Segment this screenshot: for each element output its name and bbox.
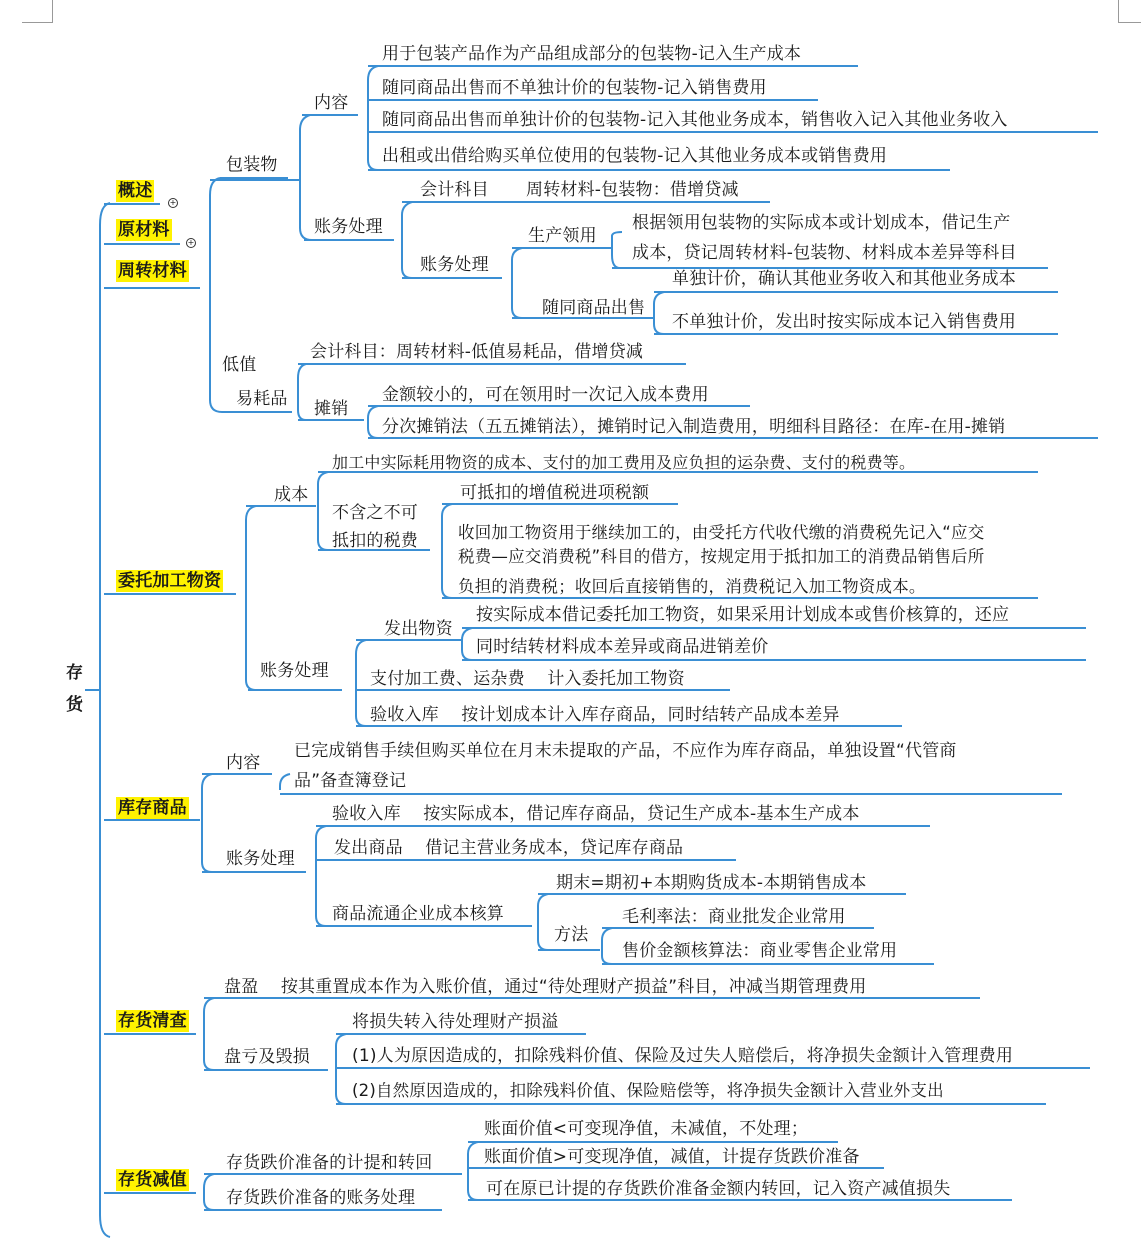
- node-content: 内容: [314, 93, 349, 113]
- node-with-goods: 随同商品出售: [542, 298, 646, 318]
- node-packaging: 包装物: [226, 155, 278, 175]
- leaf-text: 金额较小的，可在领用时一次记入成本费用: [382, 385, 709, 405]
- leaf-text: 会计科目：周转材料-低值易耗品，借增贷减: [310, 342, 644, 362]
- leaf-text: 支付加工费、运杂费 计入委托加工物资: [370, 669, 685, 689]
- node-subject-label: 会计科目: [420, 180, 489, 200]
- node-cost: 成本: [274, 485, 309, 505]
- section-raw-materials[interactable]: 原材料: [118, 220, 170, 240]
- node-impairment-accounting: 存货跌价准备的账务处理: [226, 1188, 416, 1208]
- section-turnover-materials[interactable]: 周转材料: [118, 261, 187, 281]
- node-provision: 存货跌价准备的计提和转回: [226, 1153, 433, 1173]
- node-circulation-cost: 商品流通企业成本核算: [332, 904, 504, 924]
- expand-icon[interactable]: +: [187, 238, 195, 247]
- leaf-text: 毛利率法：商业批发企业常用: [622, 907, 846, 927]
- leaf-text: 按实际成本借记委托加工物资，如果采用计划成本或售价核算的，还应: [476, 605, 1010, 625]
- node-not-included-1: 不含之不可: [332, 503, 418, 523]
- node-low-value-2: 易耗品: [236, 389, 288, 409]
- leaf-text: 用于包装产品作为产品组成部分的包装物-记入生产成本: [382, 44, 802, 64]
- leaf-text: 成本，贷记周转材料-包装物、材料成本差异等科目: [632, 243, 1017, 263]
- crop-mark: [1118, 0, 1141, 23]
- crop-mark: [22, 0, 53, 23]
- leaf-text: 出租或出借给购买单位使用的包装物-记入其他业务成本或销售费用: [382, 146, 888, 166]
- node-amortization: 摊销: [314, 399, 349, 419]
- leaf-text: 账面价值<可变现净值，未减值，不处理；: [484, 1119, 809, 1139]
- expand-icon[interactable]: +: [169, 198, 177, 207]
- leaf-text: 盘盈 按其重置成本作为入账价值，通过“待处理财产损益”科目，冲减当期管理费用: [224, 977, 867, 997]
- leaf-text: (2)自然原因造成的，扣除残料价值、保险赔偿等，将净损失金额计入营业外支出: [352, 1081, 944, 1100]
- leaf-text: 验收入库 按计划成本计入库存商品，同时结转产品成本差异: [370, 705, 840, 725]
- node-method: 方法: [554, 925, 589, 945]
- node-content: 内容: [226, 753, 261, 773]
- leaf-text: 已完成销售手续但购买单位在月末未提取的产品，不应作为库存商品，单独设置“代管商: [294, 741, 957, 761]
- section-inventory-impairment[interactable]: 存货减值: [118, 1170, 187, 1190]
- leaf-text: 验收入库 按实际成本，借记库存商品，贷记生产成本-基本生产成本: [332, 804, 860, 824]
- node-loss: 盘亏及毁损: [224, 1047, 310, 1067]
- leaf-text: 加工中实际耗用物资的成本、支付的加工费用及应负担的运杂费、支付的税费等。: [332, 453, 916, 472]
- leaf-text: 周转材料-包装物：借增贷减: [526, 180, 739, 200]
- leaf-text: 发出商品 借记主营业务成本，贷记库存商品: [334, 838, 684, 858]
- leaf-text: 将损失转入待处理财产损溢: [352, 1012, 559, 1032]
- section-inventory-goods[interactable]: 库存商品: [118, 798, 187, 818]
- leaf-text: 可抵扣的增值税进项税额: [460, 483, 650, 503]
- section-inventory-count[interactable]: 存货清查: [118, 1011, 187, 1031]
- leaf-text: 分次摊销法（五五摊销法），摊销时记入制造费用，明细科目路径：在库-在用-摊销: [382, 417, 1006, 437]
- node-accounting: 账务处理: [260, 661, 329, 681]
- leaf-text: 税费—应交消费税”科目的借方，按规定用于抵扣加工的消费品销售后所: [458, 547, 985, 566]
- leaf-text: 期末=期初+本期购货成本-本期销售成本: [556, 873, 867, 893]
- leaf-text: 售价金额核算法：商业零售企业常用: [622, 941, 898, 961]
- section-consigned-processing[interactable]: 委托加工物资: [118, 571, 222, 591]
- leaf-text: (1)人为原因造成的，扣除残料价值、保险及过失人赔偿后，将净损失金额计入管理费用: [352, 1046, 1014, 1066]
- root-node-line1: 存: [66, 663, 84, 683]
- node-low-value-1: 低值: [222, 355, 257, 375]
- leaf-text: 可在原已计提的存货跌价准备金额内转回，记入资产减值损失: [486, 1179, 951, 1199]
- leaf-text: 负担的消费税；收回后直接销售的，消费税记入加工物资成本。: [458, 577, 926, 596]
- node-not-included-2: 抵扣的税费: [332, 531, 418, 551]
- leaf-text: 同时结转材料成本差异或商品进销差价: [476, 637, 769, 657]
- leaf-text: 账面价值>可变现净值，减值，计提存货跌价准备: [484, 1147, 860, 1167]
- node-accounting: 账务处理: [314, 217, 383, 237]
- node-send-materials: 发出物资: [384, 619, 453, 639]
- node-accounting: 账务处理: [226, 849, 295, 869]
- section-overview[interactable]: 概述: [118, 181, 153, 201]
- leaf-text: 品”备查簿登记: [294, 771, 407, 791]
- leaf-text: 收回加工物资用于继续加工的，由受托方代收代缴的消费税先记入“应交: [458, 523, 985, 542]
- node-accounting-sub: 账务处理: [420, 255, 489, 275]
- root-node-line2: 货: [66, 695, 84, 715]
- node-production-use: 生产领用: [528, 226, 597, 246]
- leaf-text: 随同商品出售而不单独计价的包装物-记入销售费用: [382, 78, 767, 98]
- leaf-text: 单独计价，确认其他业务收入和其他业务成本: [672, 269, 1016, 289]
- leaf-text: 根据领用包装物的实际成本或计划成本，借记生产: [632, 213, 1011, 233]
- leaf-text: 随同商品出售而单独计价的包装物-记入其他业务成本，销售收入记入其他业务收入: [382, 110, 1008, 130]
- leaf-text: 不单独计价，发出时按实际成本记入销售费用: [672, 312, 1016, 332]
